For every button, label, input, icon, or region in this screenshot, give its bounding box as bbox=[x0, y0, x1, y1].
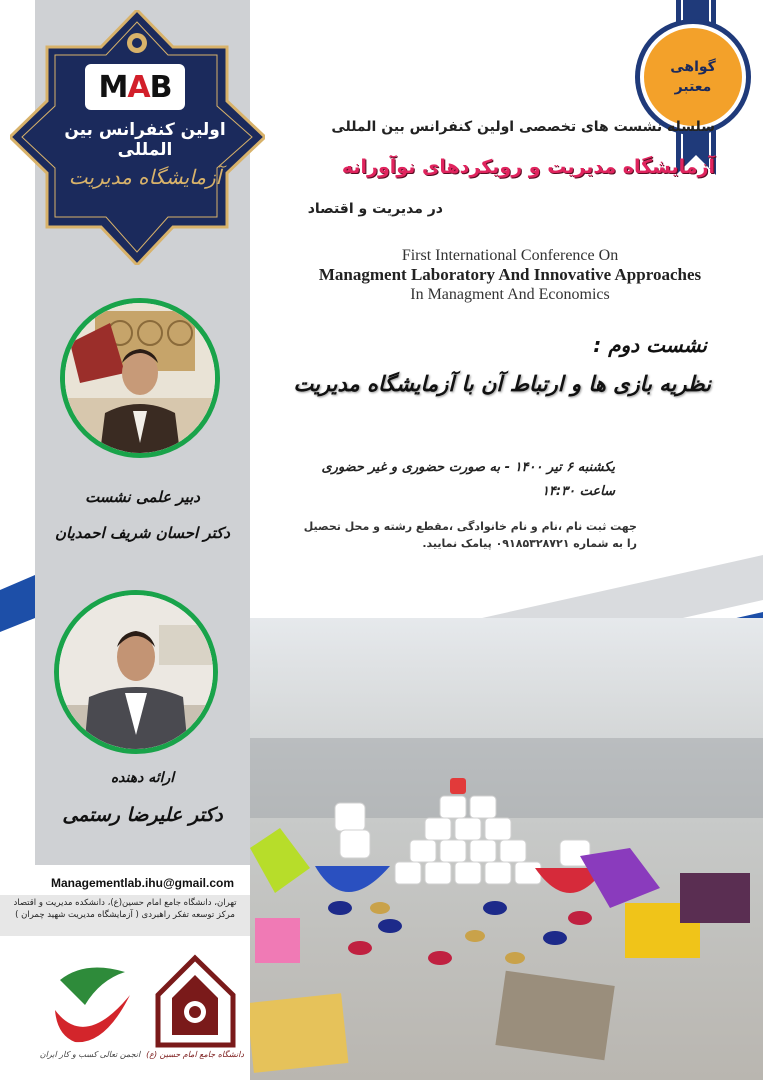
registration-line-2: را به شماره ۰۹۱۸۵۳۲۸۷۲۱ پیامک نمایید. bbox=[422, 537, 637, 550]
speaker-portrait-2 bbox=[54, 590, 218, 754]
presenter-name: دکتر علیرضا رستمی bbox=[62, 804, 223, 826]
mab-logo: MAB bbox=[85, 64, 185, 110]
organizer-role: دبیر علمی نشست bbox=[85, 488, 200, 506]
conference-title-fa: آزمایشگاه مدیریت و رویکردهای نوآورانه bbox=[341, 156, 715, 178]
conference-title-fa-2: در مدیریت و اقتصاد bbox=[307, 201, 443, 217]
badge-line-1: گواهی bbox=[670, 59, 716, 75]
organizer-name: دکتر احسان شریف احمدیان bbox=[55, 524, 230, 542]
presenter-role: ارائه دهنده bbox=[110, 770, 175, 786]
registration-line-1: جهت ثبت نام ،نام و نام خانوادگی ،مقطع رشته و محل تحصیل bbox=[303, 520, 637, 533]
contact-email[interactable]: Managementlab.ihu@gmail.com bbox=[50, 876, 235, 890]
badge-line-2: معتبر bbox=[674, 79, 712, 95]
conference-title-en-1: First International Conference On bbox=[401, 247, 619, 264]
session-label: نشست دوم : bbox=[593, 333, 707, 357]
conference-title-en-3: In Managment And Economics bbox=[410, 286, 610, 303]
conference-title-en-2: Managment Laboratory And Innovative Approaches bbox=[318, 265, 702, 284]
session-time: ساعت ۱۴:۳۰ bbox=[541, 484, 615, 499]
person-icon bbox=[59, 595, 213, 749]
logo-right-caption: دانشگاه جامع امام حسین (ع) bbox=[146, 1050, 244, 1059]
address-line-1: تهران، دانشگاه جامع امام حسین(ع)، دانشکده مدیریت و اقتصاد bbox=[13, 898, 237, 908]
emblem-title: اولین کنفرانس بین المللی bbox=[64, 120, 226, 160]
series-title: سلسله نشست های تخصصی اولین کنفرانس بین المللی bbox=[331, 119, 715, 135]
logo-left-caption: انجمن تعالی کسب و کار ایران bbox=[39, 1050, 141, 1059]
session-topic: نظریه بازی ها و ارتباط آن با آزمایشگاه مدیریت bbox=[293, 372, 711, 396]
emblem-subtitle: آزمایشگاه مدیریت bbox=[68, 165, 222, 189]
session-date: یکشنبه ۶ تیر ۱۴۰۰ - به صورت حضوری و غیر حضوری bbox=[321, 460, 615, 475]
speaker-portrait-1 bbox=[60, 298, 220, 458]
person-icon bbox=[65, 303, 215, 453]
board-game-photo bbox=[250, 618, 763, 1080]
address-line-2: مرکز توسعه تفکر راهبردی ( آزمایشگاه مدیریت شهید چمران ) bbox=[15, 910, 235, 920]
game-pieces-image bbox=[250, 618, 763, 1080]
certificate-badge bbox=[640, 24, 746, 130]
